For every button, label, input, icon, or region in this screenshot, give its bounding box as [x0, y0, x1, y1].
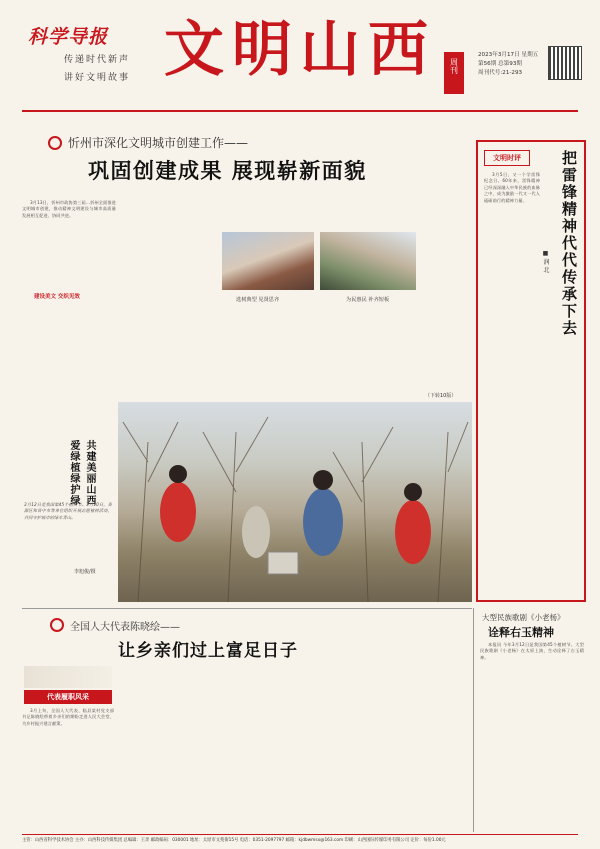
photo-scene — [118, 402, 472, 602]
qr-code — [548, 46, 582, 80]
volunteer-1 — [160, 482, 196, 542]
lead-side-heading: 建设美文 交织见效 — [34, 294, 80, 300]
footer-rule — [22, 834, 578, 835]
lead-kicker-icon — [48, 136, 62, 150]
story2-body: 3月上旬，全国人大代表、临县某村党支部书记陈晓绘带着乡亲们的期盼走进人民大会堂，为乡村振兴建言献策。 — [22, 708, 114, 726]
section-divider — [22, 608, 472, 609]
story3-body: 本报讯 今年3月12日是我国第45个植树节。大型民族歌剧《小老杨》在太原上演，生动诠释了右玉精神。 — [480, 642, 584, 660]
commentary-body: 3月5日，又一个学雷锋纪念日。60年来，雷锋精神已经深深融入中华民族的血脉之中，成为激励一代又一代人砥砺前行的精神力量。 — [484, 172, 540, 203]
lead-photo-2-caption: 为民惠民 补齐短板 — [346, 297, 390, 303]
tree-title-2: 爱绿植绿护绿 — [68, 440, 79, 506]
masthead-issue-2: 周刊代号:21-293 — [478, 70, 523, 76]
tree-sidebar — [22, 402, 114, 598]
story2-kicker: 全国人大代表陈晓绘—— — [70, 622, 180, 633]
story2-portrait — [24, 666, 112, 688]
story2-kicker-icon — [50, 618, 64, 632]
commentary-tag — [484, 150, 530, 166]
story2-headline: 让乡亲们过上富足日子 — [118, 641, 298, 661]
masthead-slogan-1: 传递时代新声 — [64, 55, 131, 65]
masthead-rule — [22, 110, 578, 112]
tree-title-1: 共建美丽山西 — [84, 440, 95, 506]
story2-col-1 — [22, 708, 114, 832]
lead-jump: （下转10版） — [425, 393, 457, 399]
story2-col-5 — [406, 660, 470, 832]
masthead-issue-1: 第56期 总第93期 — [478, 61, 522, 67]
masthead-tag-text: 周刊 — [449, 58, 459, 74]
masthead-slogan-2: 讲好文明故事 — [64, 73, 131, 83]
story2-section-tag — [24, 690, 112, 704]
lead-body-col-2 — [120, 200, 214, 286]
story3-col — [480, 642, 584, 832]
volunteer-3 — [395, 500, 431, 564]
masthead-tag — [444, 52, 464, 94]
masthead-logo: 科学导报 — [28, 26, 109, 48]
commentary-body-bottom — [484, 378, 580, 596]
lead-photo-1 — [222, 232, 314, 290]
lead-body-col-5 — [412, 200, 472, 400]
commentary-body-top — [484, 172, 540, 372]
story3-headline-small: 大型民族歌剧《小老杨》 — [482, 613, 565, 622]
lead-photo-1-caption: 选树典型 见贤思齐 — [236, 297, 280, 303]
commentary-headline: 把雷锋精神代代传承下去 — [560, 150, 578, 337]
story2-col-3 — [214, 660, 306, 832]
tree-credit: 李旭俊/摄 — [74, 569, 96, 575]
masthead-date: 2023年3月17日 星期五 — [478, 52, 539, 58]
volunteer-2 — [303, 488, 343, 556]
story2-col-2 — [118, 660, 210, 832]
lead-headline: 巩固创建成果 展现崭新面貌 — [88, 159, 367, 183]
tree-planting-photo — [118, 402, 472, 602]
masthead — [0, 0, 600, 112]
lead-kicker: 忻州市深化文明城市创建工作—— — [68, 136, 249, 150]
commentary-author: ■ 润 北 — [542, 250, 549, 273]
tree-body: 3月12日是我国第45个植树节。3月10日，晋源区和晋中市等单位组织开展志愿植树活动，共同守护城市的绿水青山。 — [24, 502, 112, 520]
masthead-title: 文明山西 — [164, 15, 436, 85]
lead-body: 3月13日，忻州市政协第三届...忻州全面推进文明城市创建，推动精神文明建设与城市高质量发展相互促进、协同共进。 — [22, 200, 116, 218]
story2-col-4 — [310, 660, 402, 832]
commentary-tag-text: 文明时评 — [493, 154, 521, 162]
story3-headline: 诠释右玉精神 — [488, 626, 554, 639]
story2-section-tag-text: 代表履职风采 — [47, 693, 89, 701]
lead-photo-2 — [320, 232, 416, 290]
footer-text: 主管：山西省科学技术协会 主办：山西科技传媒集团 总编辑：王奔 邮政编码：030001 地址：太原市文苑街15号 电话：0351-2097797 邮箱：kjdbwmsx@163.com 印刷：山西国际传媒印务有限公司 定价：每份1.00元 — [22, 838, 446, 843]
column-divider — [473, 608, 474, 832]
